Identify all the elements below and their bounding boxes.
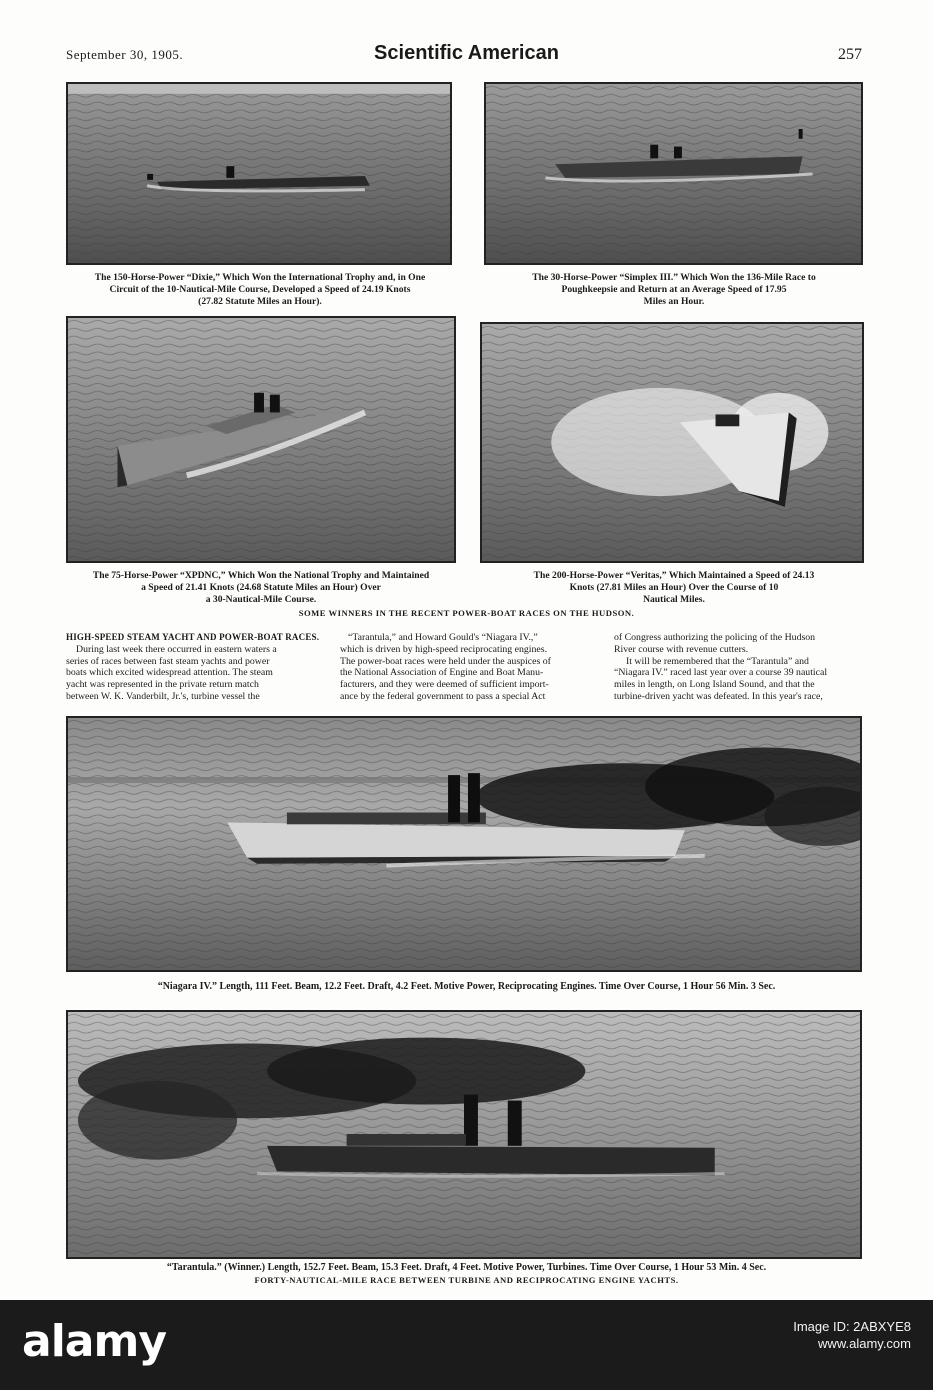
- article-line: which is driven by high-speed reciprocating engines.: [340, 643, 548, 655]
- caption-line: The 150-Horse-Power “Dixie,” Which Won the International Trophy and, in One: [94, 272, 426, 283]
- article-line: boats which excited widespread attention. The steam: [66, 667, 273, 679]
- article-line: “Tarantula,” and Howard Gould's “Niagara IV.,”: [348, 632, 538, 643]
- article-line: River course with revenue cutters.: [614, 643, 749, 655]
- caption-dixie: [60, 272, 460, 308]
- article-line: between W. K. Vanderbilt, Jr.'s, turbine vessel the: [66, 690, 260, 702]
- caption-line: (27.82 Statute Miles an Hour).: [198, 296, 322, 307]
- caption-tarantula: “Tarantula.” (Winner.) Length, 152.7 Feet. Beam, 15.3 Feet. Draft, 4 Feet. Motive Power, Turbines. Time Over Course, 1 Hour 53 Min. 4 Sec.: [166, 1262, 767, 1273]
- section-caption: SOME WINNERS IN THE RECENT POWER-BOAT RACES ON THE HUDSON.: [298, 608, 635, 618]
- article-column-1: [66, 632, 324, 703]
- caption-line: Poughkeepsie and Return at an Average Speed of 17.95: [561, 284, 787, 295]
- page-number: 257: [838, 46, 862, 63]
- photo-xpdnc: [66, 316, 456, 563]
- caption-line: Circuit of the 10-Nautical-Mile Course, Developed a Speed of 24.19 Knots: [109, 284, 411, 295]
- article-line: It will be remembered that the “Tarantula” and: [626, 655, 809, 667]
- article-line: During last week there occurred in eastern waters a: [76, 643, 277, 655]
- photo-tarantula: [66, 1010, 862, 1259]
- photo-dixie: [66, 82, 452, 265]
- article-column-3: [614, 632, 876, 703]
- article-heading: HIGH-SPEED STEAM YACHT AND POWER-BOAT RACES.: [66, 632, 320, 642]
- caption-line: The 200-Horse-Power “Veritas,” Which Maintained a Speed of 24.13: [533, 570, 815, 581]
- image-id: Image ID: 2ABXYE8: [793, 1319, 911, 1334]
- caption-line: Miles an Hour.: [643, 296, 705, 307]
- site-url: www.alamy.com: [818, 1336, 911, 1351]
- caption-line: The 75-Horse-Power “XPDNC,” Which Won the National Trophy and Maintained: [92, 570, 430, 581]
- caption-simplex: [478, 272, 870, 308]
- article-line: the National Association of Engine and Boat Manu-: [340, 667, 544, 679]
- caption-line: a Speed of 21.41 Knots (24.68 Statute Miles an Hour) Over: [141, 582, 381, 593]
- article-line: miles in length, on Long Island Sound, and that the: [614, 679, 815, 691]
- footer-caption: FORTY-NAUTICAL-MILE RACE BETWEEN TURBINE AND RECIPROCATING ENGINE YACHTS.: [254, 1275, 679, 1285]
- article-column-2: [340, 632, 602, 703]
- caption-niagara: “Niagara IV.” Length, 111 Feet. Beam, 12.2 Feet. Draft, 4.2 Feet. Motive Power, Reciprocating Engines. Time Over Course, 1 Hour 56 Min. 3 Sec.: [157, 981, 776, 992]
- article-line: turbine-driven yacht was defeated. In this year's race,: [614, 690, 823, 702]
- magazine-title: Scientific American: [374, 42, 559, 64]
- photo-niagara: [66, 716, 862, 972]
- caption-line: a 30-Nautical-Mile Course.: [205, 594, 317, 605]
- issue-date: September 30, 1905.: [66, 47, 184, 62]
- photo-veritas: [480, 322, 864, 563]
- article-line: yacht was represented in the private return match: [66, 679, 259, 691]
- article-line: facturers, and they were deemed of sufficient import-: [340, 679, 549, 691]
- caption-line: Nautical Miles.: [643, 594, 705, 605]
- article-line: ance by the federal government to pass a special Act: [340, 690, 546, 702]
- article-line: of Congress authorizing the policing of the Hudson: [614, 632, 816, 643]
- alamy-logo: alamy: [22, 1316, 166, 1367]
- caption-line: Knots (27.81 Miles an Hour) Over the Course of 10: [569, 582, 779, 593]
- article-line: “Niagara IV.” raced last year over a course 39 nautical: [614, 667, 828, 679]
- watermark-info: [793, 1318, 911, 1352]
- caption-veritas: [478, 570, 870, 606]
- caption-line: The 30-Horse-Power “Simplex III.” Which Won the 136-Mile Race to: [532, 272, 816, 283]
- caption-xpdnc: [60, 570, 462, 606]
- photo-simplex: [484, 82, 863, 265]
- article-line: series of races between fast steam yachts and power: [66, 655, 270, 667]
- article-line: The power-boat races were held under the auspices of: [340, 655, 551, 667]
